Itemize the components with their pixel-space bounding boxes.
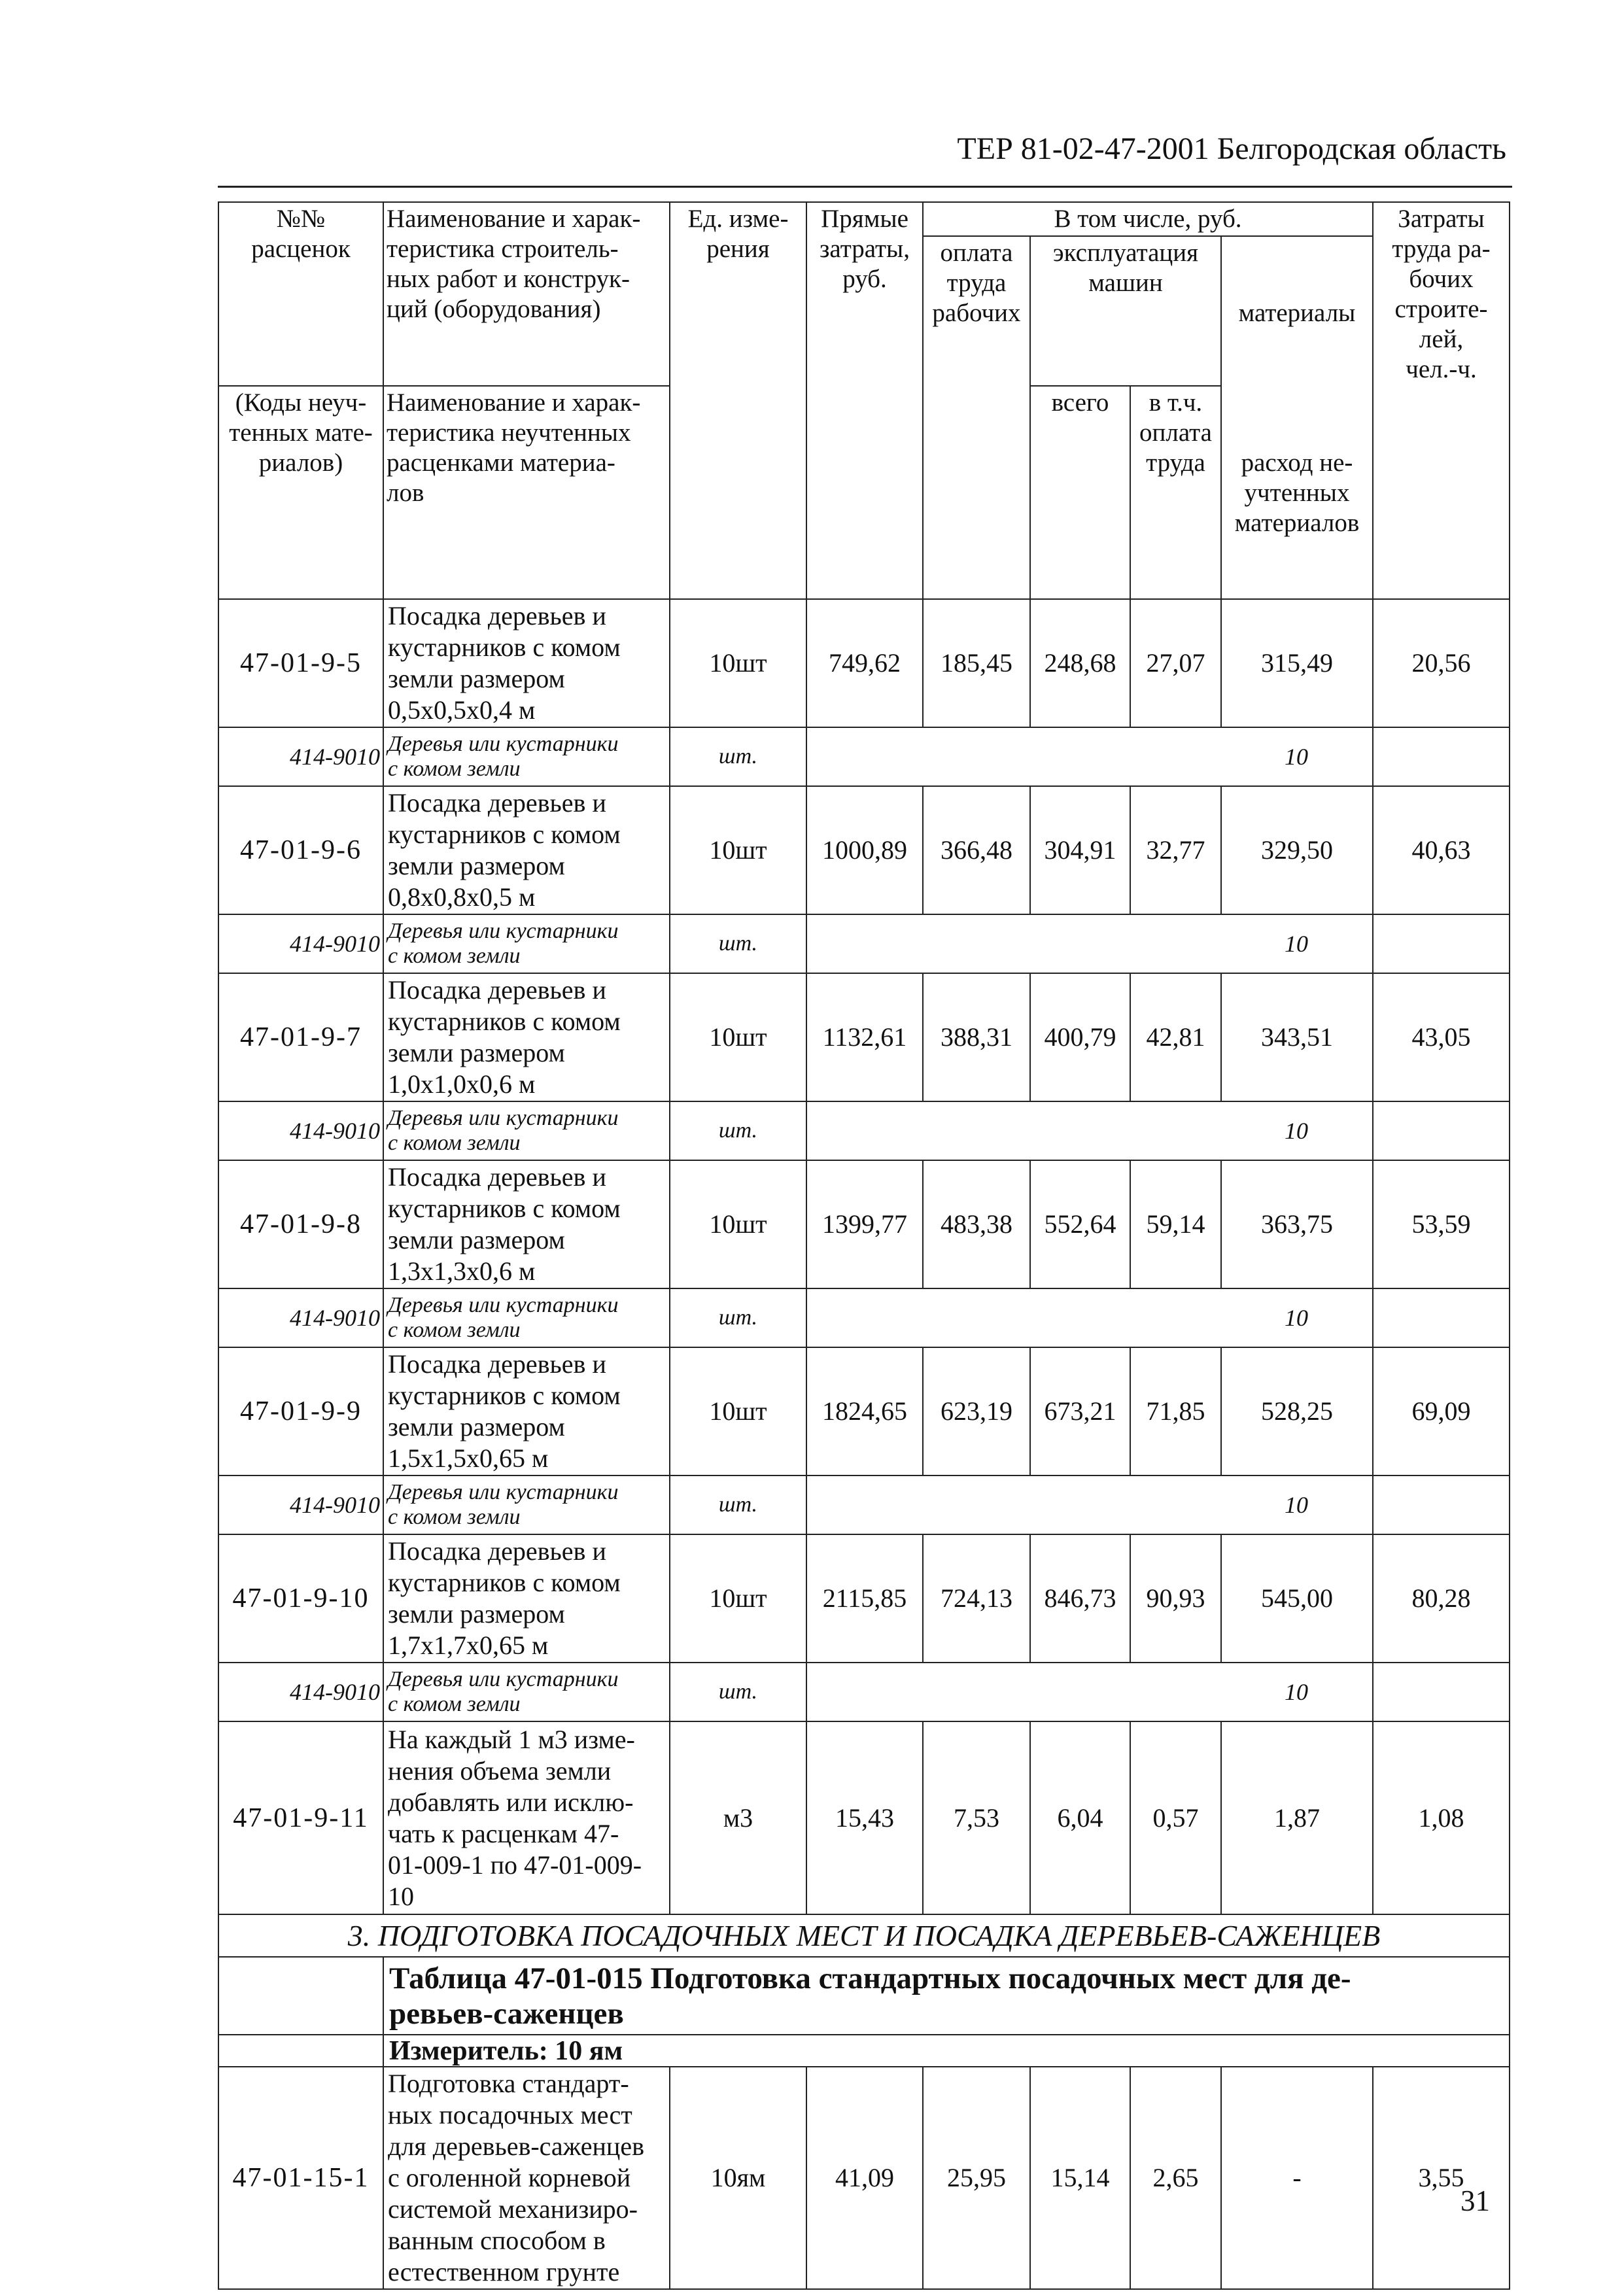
material-quantity: 10 [806,727,1373,786]
rate-machines-labor: 32,77 [1130,786,1221,914]
page-number: 31 [1460,2184,1490,2217]
material-empty-cell [1373,1663,1510,1721]
rate-row [218,2067,1510,2289]
rate-labor-pay: 483,38 [923,1160,1030,1288]
rate-code: 47-01-9-5 [218,599,383,727]
rate-labor-pay: 25,95 [923,2067,1030,2289]
rate-unit: 10ям [670,2067,806,2289]
rate-direct-costs: 2115,85 [806,1534,923,1663]
rate-labor-pay: 185,45 [923,599,1030,727]
rate-unit: 10шт [670,1347,806,1475]
material-row [218,1475,1510,1534]
material-unit: шт. [670,1663,806,1721]
material-empty-cell [1373,1288,1510,1347]
table-title: Таблица 47-01-015 Подготовка стандартных посадочных мест для де- ревьев-саженцев [383,1957,1510,2035]
rate-machines-total: 6,04 [1030,1721,1130,1914]
rate-row [218,1721,1510,1914]
rate-labor-hours: 20,56 [1373,599,1510,727]
header-labor-pay: оплата труда рабочих [923,236,1030,599]
rate-materials: 528,25 [1221,1347,1373,1475]
material-empty-cell [1373,1101,1510,1160]
rate-labor-hours: 43,05 [1373,973,1510,1101]
material-row [218,914,1510,973]
rate-name: На каждый 1 м3 изме- нения объема земли добавлять или исклю- чать к расценкам 47- 01-009-1 по 47-01-009- 10 [383,1721,670,1914]
rate-direct-costs: 749,62 [806,599,923,727]
rate-machines-total: 400,79 [1030,973,1130,1101]
material-quantity: 10 [806,1663,1373,1721]
header-machines-total: всего [1030,386,1130,599]
rate-labor-hours: 1,08 [1373,1721,1510,1914]
material-name: Деревья или кустарники с комом земли [383,1663,670,1721]
material-row [218,1663,1510,1721]
rate-machines-labor: 2,65 [1130,2067,1221,2289]
rate-machines-labor: 0,57 [1130,1721,1221,1914]
rate-code: 47-01-9-9 [218,1347,383,1475]
rate-labor-pay: 388,31 [923,973,1030,1101]
material-code: 414-9010 [218,727,383,786]
rate-code: 47-01-9-10 [218,1534,383,1663]
rate-machines-total: 248,68 [1030,599,1130,727]
material-empty-cell [1373,727,1510,786]
rate-name: Посадка деревьев и кустарников с комом земли размером 1,0х1,0х0,6 м [383,973,670,1101]
material-code: 414-9010 [218,1663,383,1721]
header-materials-unaccounted: расход не- учтенных материалов [1234,449,1360,537]
rate-unit: 10шт [670,1160,806,1288]
rate-code: 47-01-9-8 [218,1160,383,1288]
header-work-name: Наименование и харак- теристика строитель- ных работ и конструк- ций (оборудования) [383,202,670,386]
rate-labor-pay: 724,13 [923,1534,1030,1663]
rate-labor-hours: 3,55 [1373,2067,1510,2289]
rate-machines-labor: 42,81 [1130,973,1221,1101]
rate-direct-costs: 15,43 [806,1721,923,1914]
rate-materials: 545,00 [1221,1534,1373,1663]
rate-unit: 10шт [670,1534,806,1663]
rate-name: Посадка деревьев и кустарников с комом земли размером 0,5х0,5х0,4 м [383,599,670,727]
rate-code: 47-01-9-11 [218,1721,383,1914]
header-rate-code: №№ расценок [218,202,383,386]
header-direct-costs: Прямые затраты, руб. [806,202,923,599]
rate-unit: 10шт [670,786,806,914]
rate-name: Посадка деревьев и кустарников с комом земли размером 1,5х1,5х0,65 м [383,1347,670,1475]
table-measure: Измеритель: 10 ям [383,2035,1510,2067]
rate-machines-total: 15,14 [1030,2067,1130,2289]
rate-materials: 363,75 [1221,1160,1373,1288]
rate-materials: - [1221,2067,1373,2289]
material-unit: шт. [670,1288,806,1347]
table-header-row [218,202,1510,236]
material-empty-cell [1373,914,1510,973]
rate-row [218,599,1510,727]
header-unit: Ед. изме- рения [670,202,806,599]
rate-direct-costs: 1399,77 [806,1160,923,1288]
rates-table [218,201,1510,2290]
rate-machines-labor: 59,14 [1130,1160,1221,1288]
rate-unit: 10шт [670,973,806,1101]
material-unit: шт. [670,1475,806,1534]
header-machines: эксплуатация машин [1030,236,1221,386]
material-row [218,727,1510,786]
rate-code: 47-01-9-7 [218,973,383,1101]
rate-direct-costs: 41,09 [806,2067,923,2289]
rate-name: Посадка деревьев и кустарников с комом земли размером 1,7х1,7х0,65 м [383,1534,670,1663]
rate-machines-total: 552,64 [1030,1160,1130,1288]
rate-labor-hours: 53,59 [1373,1160,1510,1288]
rate-row [218,1534,1510,1663]
material-name: Деревья или кустарники с комом земли [383,1101,670,1160]
rate-materials: 329,50 [1221,786,1373,914]
rate-unit: м3 [670,1721,806,1914]
material-unit: шт. [670,727,806,786]
rate-name: Подготовка стандарт- ных посадочных мест для деревьев-саженцев с оголенной корневой системой механизиро- ванным способом в естественном грунте [383,2067,670,2289]
rate-machines-total: 304,91 [1030,786,1130,914]
blank-cell [218,1957,383,2035]
header-material-code: (Коды неуч- тенных мате- риалов) [218,386,383,599]
material-code: 414-9010 [218,914,383,973]
rate-machines-total: 846,73 [1030,1534,1130,1663]
rate-machines-labor: 90,93 [1130,1534,1221,1663]
rate-materials: 343,51 [1221,973,1373,1101]
rate-direct-costs: 1824,65 [806,1347,923,1475]
rate-labor-pay: 366,48 [923,786,1030,914]
rate-code: 47-01-15-1 [218,2067,383,2289]
section-title: 3. ПОДГОТОВКА ПОСАДОЧНЫХ МЕСТ И ПОСАДКА ДЕРЕВЬЕВ-САЖЕНЦЕВ [218,1914,1510,1957]
rate-materials: 1,87 [1221,1721,1373,1914]
material-row [218,1101,1510,1160]
material-code: 414-9010 [218,1288,383,1347]
header-labor-hours: Затраты труда ра- бочих строите- лей, чел.-ч. [1373,202,1510,599]
material-name: Деревья или кустарники с комом земли [383,727,670,786]
header-materials-label: материалы [1238,299,1356,327]
material-quantity: 10 [806,1475,1373,1534]
material-row [218,1288,1510,1347]
section-row [218,1914,1510,1957]
rate-direct-costs: 1132,61 [806,973,923,1101]
material-unit: шт. [670,1101,806,1160]
table-measure-row [218,2035,1510,2067]
rate-machines-labor: 71,85 [1130,1347,1221,1475]
header-rule [218,186,1512,188]
header-material-name: Наименование и харак- теристика неучтенных расценками материа- лов [383,386,670,599]
material-quantity: 10 [806,1101,1373,1160]
rate-row [218,786,1510,914]
material-quantity: 10 [806,1288,1373,1347]
material-name: Деревья или кустарники с комом земли [383,914,670,973]
blank-cell [218,2035,383,2067]
header-machines-labor: в т.ч. оплата труда [1130,386,1221,599]
rate-labor-hours: 69,09 [1373,1347,1510,1475]
rate-unit: 10шт [670,599,806,727]
material-quantity: 10 [806,914,1373,973]
material-code: 414-9010 [218,1101,383,1160]
table-title-row [218,1957,1510,2035]
rate-name: Посадка деревьев и кустарников с комом земли размером 0,8х0,8х0,5 м [383,786,670,914]
rate-labor-hours: 80,28 [1373,1534,1510,1663]
header-including: В том числе, руб. [923,202,1373,236]
material-empty-cell [1373,1475,1510,1534]
rate-labor-pay: 623,19 [923,1347,1030,1475]
material-name: Деревья или кустарники с комом земли [383,1288,670,1347]
rate-row [218,1347,1510,1475]
rate-labor-hours: 40,63 [1373,786,1510,914]
rate-name: Посадка деревьев и кустарников с комом земли размером 1,3х1,3х0,6 м [383,1160,670,1288]
rate-direct-costs: 1000,89 [806,786,923,914]
rate-materials: 315,49 [1221,599,1373,727]
header-materials [1221,236,1373,599]
material-unit: шт. [670,914,806,973]
rate-code: 47-01-9-6 [218,786,383,914]
page-header: ТЕР 81-02-47-2001 Белгородская область [957,131,1506,166]
rate-labor-pay: 7,53 [923,1721,1030,1914]
rate-row [218,1160,1510,1288]
material-name: Деревья или кустарники с комом земли [383,1475,670,1534]
rate-row [218,973,1510,1101]
rate-machines-labor: 27,07 [1130,599,1221,727]
rate-machines-total: 673,21 [1030,1347,1130,1475]
material-code: 414-9010 [218,1475,383,1534]
